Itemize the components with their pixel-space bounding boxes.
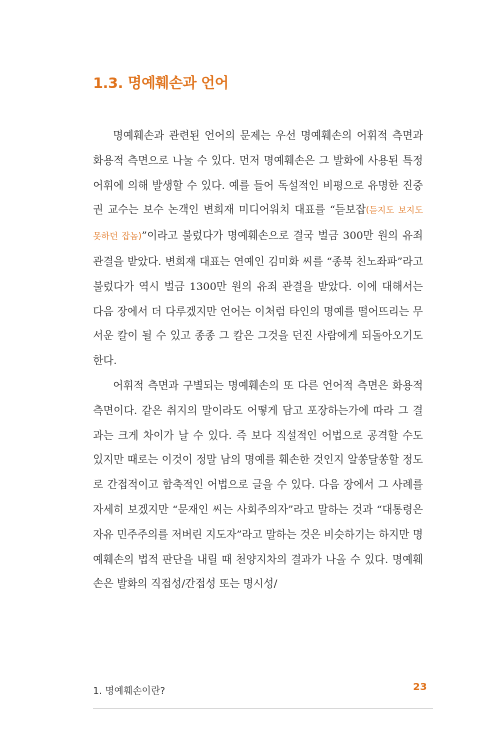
page-number: 23 [413, 682, 427, 693]
paragraph-2: 어휘적 측면과 구별되는 명예훼손의 또 다른 언어적 측면은 화용적 측면이다. 같은 취지의 말이라도 어떻게 담고 포장하는가에 따라 그 결과는 크게 차이가 날 수 있다. 즉 보다 직설적인 어법으로 공격할 수도 있지만 때로는 이것이 정말 남의 명예를 훼손한 것인지 알쏭달쏭할 정도로 간접적이고 함축적인 어법으로 글을 수 있다. 다음 장에서 그 사례를 자세히 보겠지만 “문재인 씨는 사회주의자”라고 말하는 것과 “대통령은 자유 민주주의를 저버린 지도자”라고 말하는 것은 비슷하기는 하지만 명예훼손의 법적 판단을 내릴 때 천양지차의 결과가 나올 수 있다. 명예훼손은 발화의 직접성/간접성 또는 명시성/ [93, 379, 423, 591]
paragraph-1 [93, 124, 423, 374]
footer-divider [93, 708, 433, 709]
section-title: 1.3. 명예훼손과 언어 [93, 76, 229, 92]
running-footer-chapter: 1. 명예훼손이란? [93, 686, 166, 697]
inline-note: (듣지도 보지도 못하던 잡놈) [93, 206, 424, 243]
body-text [93, 124, 423, 597]
paragraph-1-text-start: 명예훼손과 관련된 언어의 문제는 우선 명예훼손의 어휘적 측면과 화용적 측면으로 나눌 수 있다. 먼저 명예훼손은 그 발화에 사용된 특정 어휘에 의해 발생할 수 있다. 예를 들어 독설적인 비평으로 유명한 진중권 교수는 보수 논객인 변희재 미디어워치 대표를 “듣보잡 [93, 130, 423, 217]
paragraph-1-text-end: ”이라고 불렀다가 명예훼손으로 결국 벌금 300만 원의 유죄 관결을 받았다. 변희재 대표는 연예인 김미화 씨를 “종북 친노좌파”라고 불렀다가 역시 벌금 1300만 원의 유죄 관결을 받았다. 이에 대해서는 다음 장에서 더 다루겠지만 언어는 이처럼 타인의 명예를 떨어뜨리는 무서운 칼이 될 수 있고 종종 그 칼은 그것을 던진 사람에게 되돌아오기도 한다. [93, 230, 423, 368]
